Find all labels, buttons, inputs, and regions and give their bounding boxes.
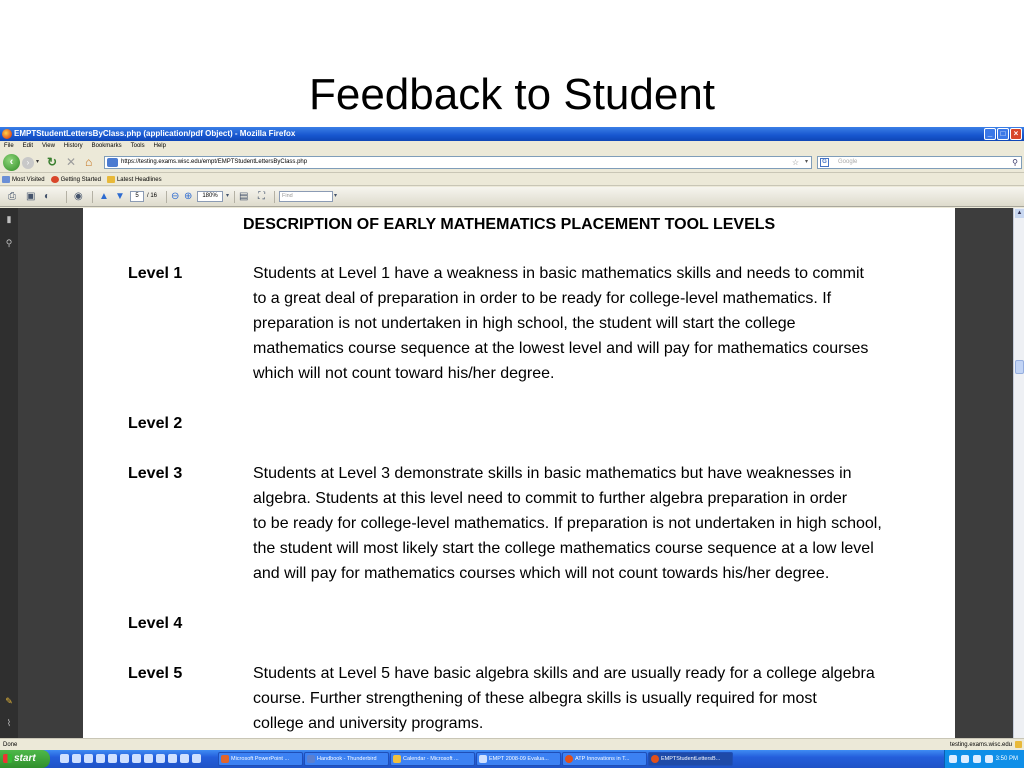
fit-width-icon[interactable]: ▤ — [239, 191, 249, 202]
task-label: EMPT 2008-09 Evalua... — [489, 756, 549, 762]
text-line: Students at Level 3 demonstrate skills in basic mathematics but have weaknesses in — [253, 465, 852, 482]
tray-monitor-icon[interactable] — [985, 755, 993, 763]
window-title: EMPTStudentLettersByClass.php (application/pdf Object) - Mozilla Firefox — [14, 129, 296, 138]
navigation-toolbar — [0, 152, 1024, 173]
zoom-select[interactable]: 180% — [197, 191, 223, 202]
site-identity-icon[interactable] — [107, 158, 118, 167]
pages-panel-icon[interactable]: ▮ — [6, 214, 12, 224]
attachments-panel-icon[interactable]: ⚲ — [5, 238, 13, 248]
level-2-label: Level 2 — [128, 415, 183, 432]
scrollbar-thumb[interactable] — [1015, 360, 1024, 374]
level-5-description — [253, 661, 953, 736]
menu-tools[interactable]: Tools — [130, 143, 145, 149]
quick-launch-icon[interactable] — [120, 754, 129, 763]
document-heading: DESCRIPTION OF EARLY MATHEMATICS PLACEMENT TOOL LEVELS — [243, 216, 776, 233]
taskbar-item-evaluation[interactable] — [476, 752, 561, 766]
text-line: preparation is not undertaken in high school, the student will start the college — [253, 315, 796, 332]
task-label: EMPTStudentLettersB... — [661, 756, 721, 762]
zoom-dropdown-icon[interactable]: ▾ — [226, 193, 230, 199]
url-text: https://testing.exams.wisc.edu/empt/EMPTStudentLettersByClass.php — [121, 159, 308, 165]
quick-launch-icon[interactable] — [180, 754, 189, 763]
level-5-label: Level 5 — [128, 665, 183, 682]
menu-bookmarks[interactable]: Bookmarks — [91, 143, 122, 149]
toolbar-divider — [234, 191, 235, 203]
pdf-viewer — [0, 208, 1024, 738]
zoom-out-icon[interactable]: ⊖ — [171, 191, 180, 202]
status-text: Done — [3, 742, 18, 748]
minimize-button[interactable]: _ — [984, 128, 996, 140]
text-line: Students at Level 5 have basic algebra skills and are usually ready for a college algebra — [253, 665, 875, 682]
bookmarks-toolbar — [0, 174, 1024, 186]
toolbar-divider — [274, 191, 275, 203]
task-label: ATP Innovations in T... — [575, 756, 630, 762]
home-icon[interactable]: ⌂ — [85, 155, 93, 169]
menu-edit[interactable]: Edit — [22, 143, 34, 149]
navigation-panel — [0, 208, 18, 738]
task-label: Calendar - Microsoft ... — [403, 756, 459, 762]
fit-page-icon[interactable]: ⛶ — [258, 191, 265, 202]
pdf-page — [83, 208, 955, 738]
status-bar — [0, 738, 1024, 750]
tray-volume-icon[interactable] — [973, 755, 981, 763]
taskbar-item-empt-letters[interactable] — [648, 752, 733, 766]
find-input[interactable]: Find — [279, 191, 333, 202]
text-line: course. Further strengthening of these albegra skills is usually required for most — [253, 690, 817, 707]
quick-launch-icon[interactable] — [168, 754, 177, 763]
text-line: to be ready for college-level mathematics. If preparation is not undertaken in high school, — [253, 515, 882, 532]
page-total: / 16 — [147, 193, 158, 199]
save-icon[interactable]: ▣ — [26, 191, 36, 202]
text-line: Students at Level 1 have a weakness in basic mathematics skills and needs to commit — [253, 265, 864, 282]
powerpoint-icon — [221, 755, 229, 763]
vertical-scrollbar[interactable] — [1013, 208, 1024, 738]
text-line: the student will most likely start the college mathematics course sequence at a low level — [253, 540, 874, 557]
menu-file[interactable]: File — [4, 143, 14, 149]
level-4-label: Level 4 — [128, 615, 183, 632]
maximize-button[interactable]: □ — [997, 128, 1009, 140]
status-host: testing.exams.wisc.edu — [949, 742, 1012, 748]
windows-taskbar — [0, 750, 1024, 768]
bookmark-star-icon[interactable]: ☆ — [791, 158, 799, 167]
document-icon — [479, 755, 487, 763]
collaborate-icon[interactable]: ◉ — [74, 191, 83, 202]
quick-launch-icon[interactable] — [108, 754, 117, 763]
text-line: algebra. Students at this level need to commit to further algebra preparation in order — [253, 490, 848, 507]
scroll-up-icon[interactable]: ▲ — [1016, 210, 1023, 216]
bookmark-label: Most Visited — [12, 176, 45, 183]
pdf-toolbar — [0, 187, 1024, 207]
start-button[interactable] — [0, 750, 50, 768]
rss-folder-icon — [107, 176, 115, 183]
quick-launch-icon[interactable] — [144, 754, 153, 763]
url-bar[interactable] — [104, 156, 812, 169]
firefox-icon — [565, 755, 573, 763]
slide-title: Feedback to Student — [308, 70, 716, 119]
system-tray — [944, 750, 1024, 768]
quick-launch-icon[interactable] — [132, 754, 141, 763]
quick-launch-icon[interactable] — [84, 754, 93, 763]
search-icon[interactable]: ⚲ — [1012, 158, 1018, 167]
find-dropdown-icon[interactable]: ▾ — [334, 193, 338, 199]
start-label: start — [14, 753, 36, 764]
quick-launch-icon[interactable] — [72, 754, 81, 763]
task-label: Microsoft PowerPoint ... — [231, 756, 290, 762]
level-3-description — [253, 461, 953, 586]
bookmark-most-visited[interactable] — [2, 174, 45, 185]
quick-launch-icon[interactable] — [192, 754, 201, 763]
history-dropdown-icon[interactable]: ▾ — [36, 159, 40, 165]
text-line: mathematics course sequence at the lowest level and will pay for mathematics courses — [253, 340, 869, 357]
comments-panel-icon[interactable]: ✎ — [5, 696, 13, 706]
forward-button[interactable]: › — [22, 157, 34, 169]
tray-help-icon[interactable] — [949, 755, 957, 763]
quick-launch-icon[interactable] — [156, 754, 165, 763]
menu-view[interactable]: View — [42, 143, 55, 149]
level-3-label: Level 3 — [128, 465, 183, 482]
folder-icon — [2, 176, 10, 183]
level-1-label: Level 1 — [128, 265, 183, 282]
firefox-window — [0, 127, 1024, 768]
toolbar-divider — [166, 191, 167, 203]
taskbar-item-powerpoint[interactable] — [218, 752, 303, 766]
bookmark-getting-started[interactable] — [51, 174, 101, 185]
tray-network-icon[interactable] — [961, 755, 969, 763]
back-button[interactable]: ‹ — [3, 154, 20, 171]
menu-bar — [0, 141, 1024, 152]
bookmark-label: Getting Started — [60, 176, 101, 183]
toolbar-divider — [92, 191, 93, 203]
text-line: to a great deal of preparation in order to be ready for college-level mathematics. If — [253, 290, 832, 307]
quick-launch-icon[interactable] — [96, 754, 105, 763]
quick-launch-icon[interactable] — [60, 754, 69, 763]
taskbar-item-atp[interactable] — [562, 752, 647, 766]
quick-launch — [60, 754, 201, 763]
taskbar-item-calendar[interactable] — [390, 752, 475, 766]
close-button[interactable]: × — [1010, 128, 1022, 140]
bookmark-latest-headlines[interactable] — [107, 174, 162, 185]
firefox-icon — [651, 755, 659, 763]
menu-help[interactable]: Help — [153, 143, 166, 149]
reload-icon[interactable]: ↻ — [47, 155, 58, 169]
clock: 3:50 PM — [995, 756, 1018, 762]
lock-icon[interactable] — [1015, 741, 1022, 748]
menu-history[interactable]: History — [63, 143, 83, 149]
outlook-icon — [393, 755, 401, 763]
bookmark-label: Latest Headlines — [116, 176, 162, 183]
task-label: Handbook - Thunderbird — [317, 756, 377, 762]
window-titlebar[interactable] — [0, 127, 1024, 141]
previous-page-icon[interactable]: ▲ — [99, 191, 109, 202]
toolbar-divider — [66, 191, 67, 203]
zoom-in-icon[interactable]: ⊕ — [184, 191, 193, 202]
stop-icon[interactable]: ✕ — [66, 155, 77, 169]
text-line: college and university programs. — [253, 715, 484, 732]
print-icon[interactable]: ⎙ — [8, 191, 16, 202]
text-line: which will not count toward his/her degree. — [253, 365, 555, 382]
firefox-icon — [2, 129, 12, 139]
url-dropdown-icon[interactable]: ▾ — [804, 159, 808, 165]
next-page-icon[interactable]: ▼ — [115, 191, 125, 202]
level-1-description — [253, 261, 953, 386]
windows-logo-icon — [3, 754, 12, 763]
thunderbird-icon — [307, 755, 315, 763]
taskbar-item-thunderbird[interactable] — [304, 752, 389, 766]
page-number-input[interactable]: 5 — [130, 191, 144, 202]
google-engine-icon[interactable]: G — [820, 158, 829, 167]
text-line: and will pay for mathematics courses which will not count towards his/her degree. — [253, 565, 830, 582]
search-placeholder: Google — [838, 159, 858, 165]
share-icon[interactable]: ◐ — [44, 191, 51, 202]
search-input[interactable] — [817, 156, 1022, 169]
paperclip-icon[interactable]: ⌇ — [6, 718, 12, 728]
firefox-bookmark-icon — [51, 176, 59, 183]
